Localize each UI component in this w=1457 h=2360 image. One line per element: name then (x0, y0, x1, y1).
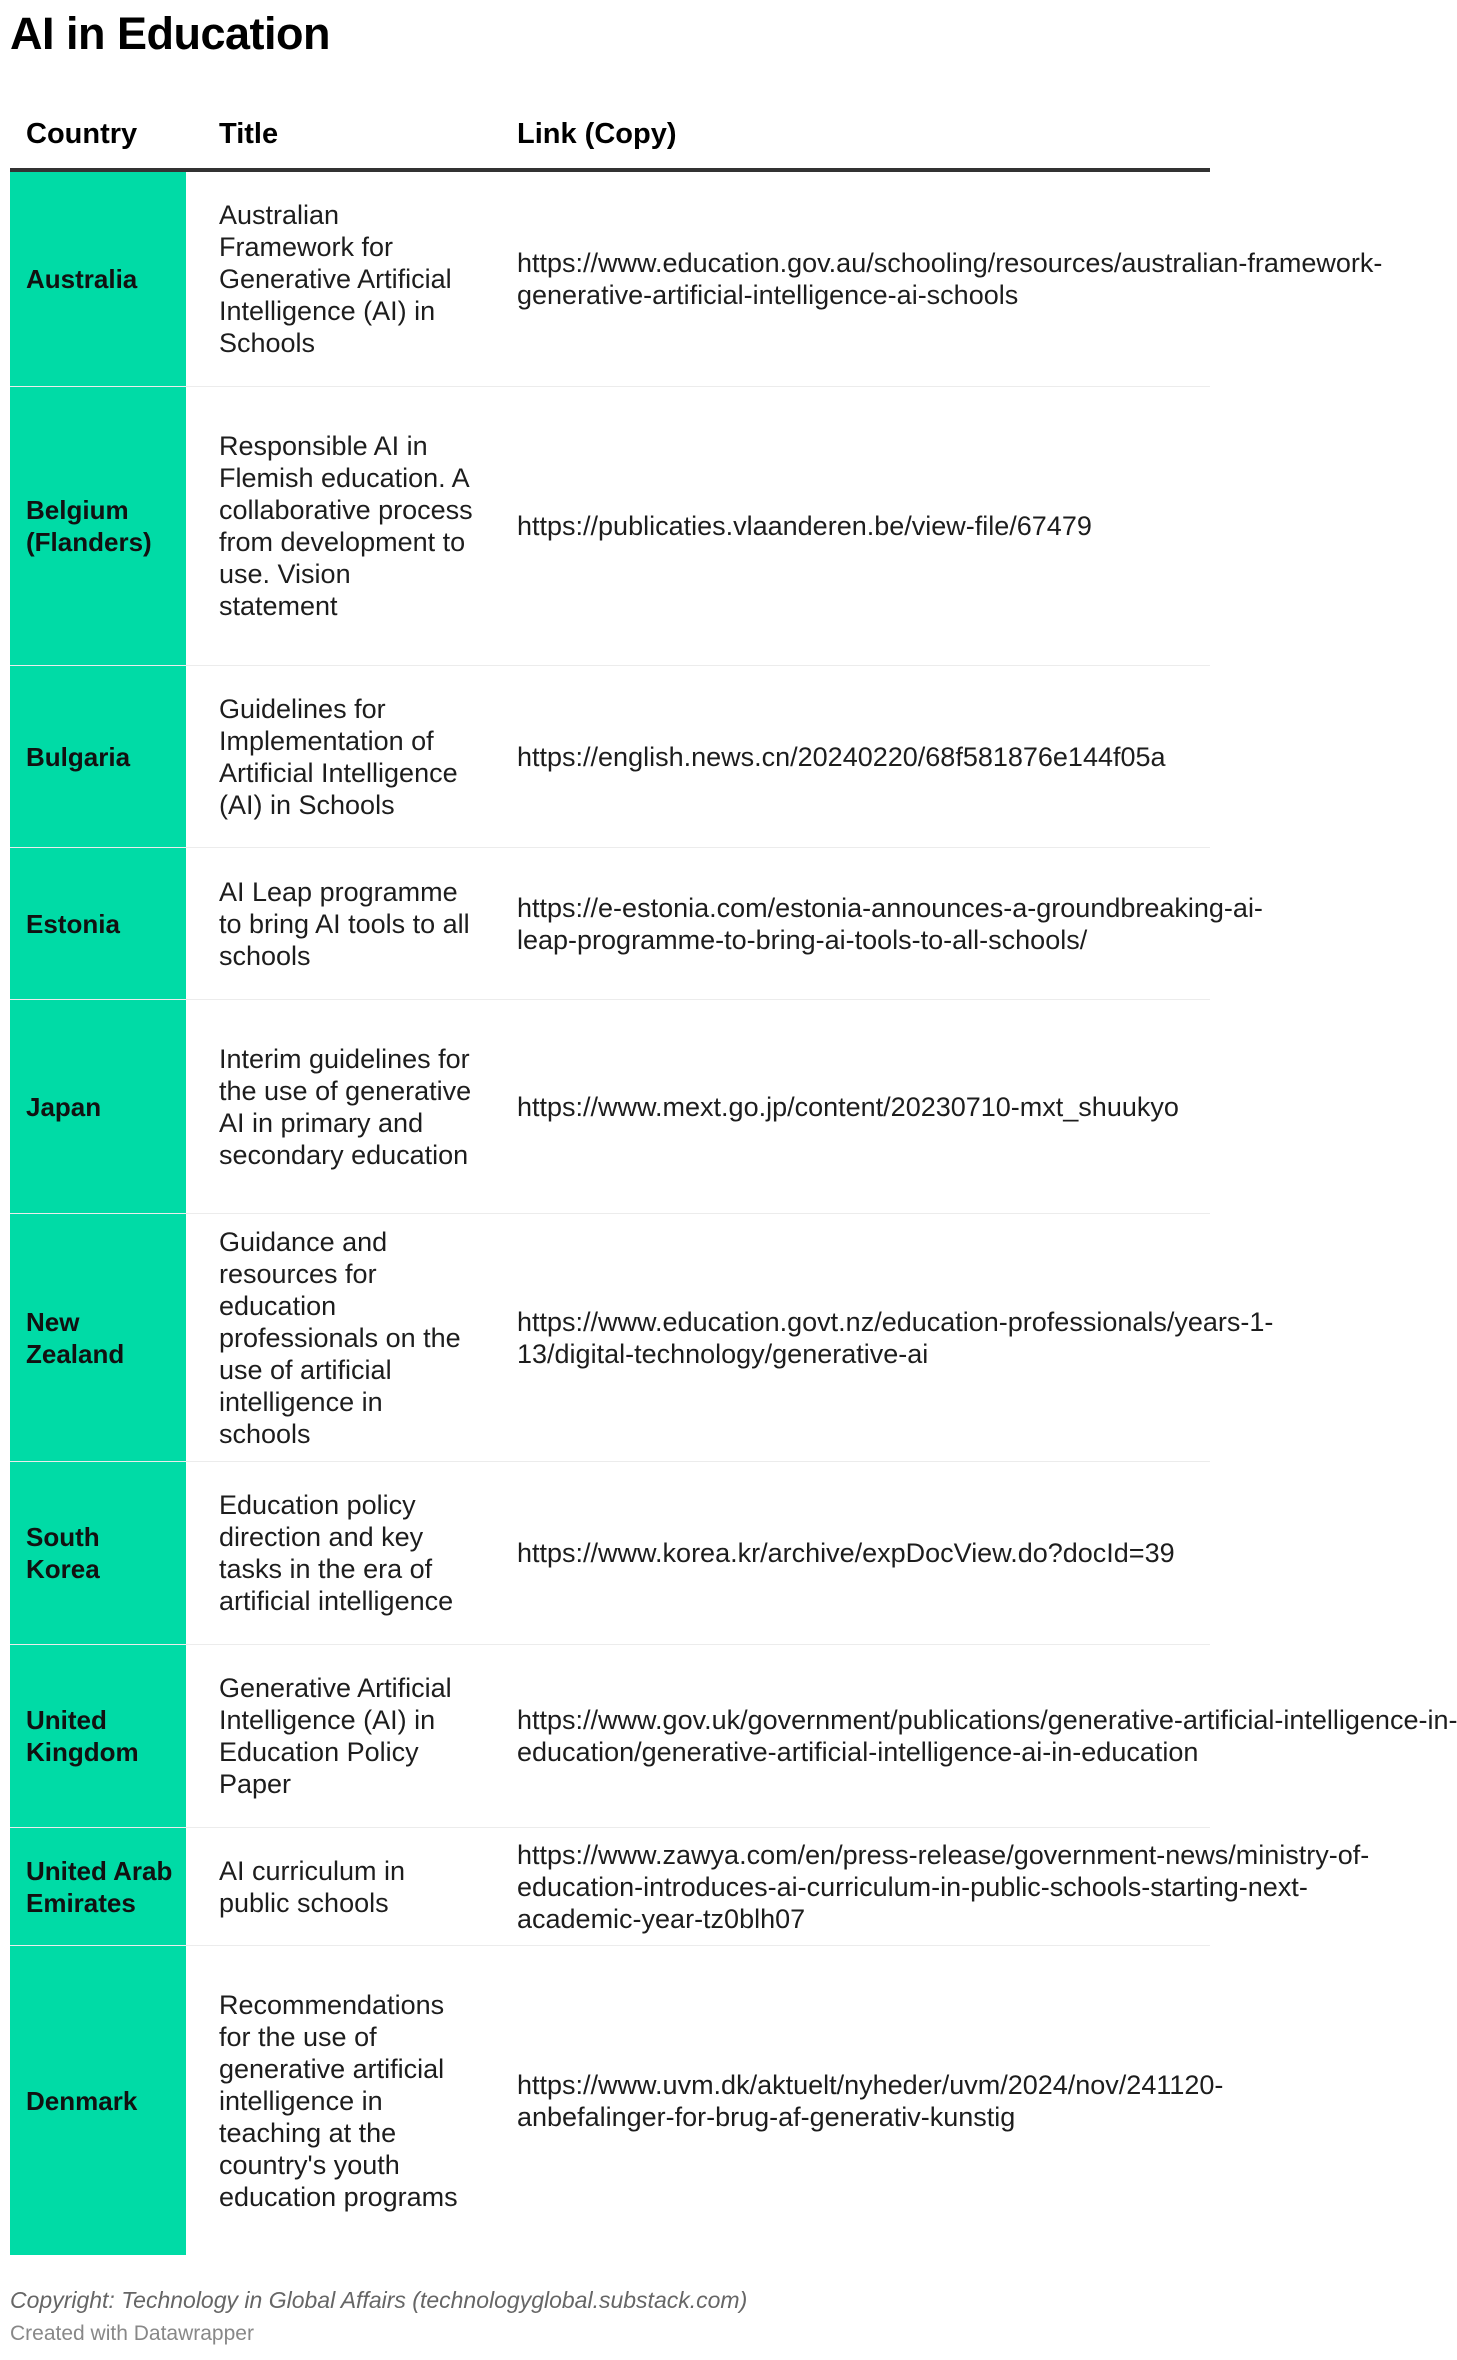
link-text[interactable]: https://www.mext.go.jp/content/20230710-mxt_shuukyo (517, 1091, 1179, 1122)
link-cell (484, 848, 1263, 999)
title-cell: Responsible AI in Flemish education. A collaborative process from development to use. Vision statement (219, 431, 473, 621)
link-text[interactable]: academic-year-tz0blh07 (517, 1903, 806, 1934)
footer (10, 2285, 747, 2349)
link-cell (484, 1828, 1369, 1945)
column-header-country[interactable]: Country (26, 118, 138, 150)
country-cell: United Kingdom (10, 1645, 186, 1827)
link-cell (484, 666, 1210, 847)
country-cell: Denmark (10, 1946, 186, 2255)
table-row (10, 1214, 1274, 1462)
link-text[interactable]: https://www.education.gov.au/schooling/resources/australian-framework- (517, 248, 1383, 278)
title-cell: Guidance and resources for education professionals on the use of artificial intelligence in schools (219, 1226, 461, 1449)
title-cell: Guidelines for Implementation of Artificial Intelligence (AI) in Schools (219, 693, 458, 820)
country-cell: Estonia (10, 848, 186, 999)
link-cell (484, 1214, 1273, 1461)
country-cell: United Arab Emirates (10, 1828, 186, 1945)
link-cell (484, 172, 1382, 386)
policy-table (10, 110, 1457, 2255)
table-header (10, 110, 1210, 172)
table-row (10, 1828, 1370, 1946)
link-cell (484, 1000, 1210, 1213)
column-header-link[interactable]: Link (Copy) (517, 118, 677, 150)
link-text[interactable]: leap-programme-to-bring-ai-tools-to-all-schools/ (517, 924, 1088, 955)
country-cell: Bulgaria (10, 666, 186, 847)
link-text[interactable]: https://www.gov.uk/government/publications/generative-artificial-intelligence-in- (517, 1705, 1457, 1735)
link-text[interactable]: https://publicaties.vlaanderen.be/view-file/67479 (517, 511, 1092, 541)
title-cell: AI Leap programme to bring AI tools to all schools (219, 876, 470, 971)
table-body (10, 172, 1457, 2255)
table-row (10, 848, 1263, 1000)
link-text[interactable]: https://www.education.govt.nz/education-professionals/years-1- (517, 1306, 1274, 1337)
link-cell (484, 1645, 1457, 1827)
table-row (10, 387, 1210, 666)
link-text[interactable]: https://www.zawya.com/en/press-release/government-news/ministry-of- (517, 1839, 1370, 1870)
table-row (10, 1462, 1210, 1645)
link-text[interactable]: https://e-estonia.com/estonia-announces-a-groundbreaking-ai- (517, 892, 1263, 923)
country-cell: Japan (10, 1000, 186, 1213)
country-cell: Belgium (Flanders) (10, 387, 186, 665)
table-row (10, 1946, 1224, 2255)
chart-title: AI in Education (10, 8, 331, 59)
link-text[interactable]: anbefalinger-for-brug-af-generativ-kunstig (517, 2101, 1016, 2132)
title-cell: Australian Framework for Generative Artificial Intelligence (AI) in Schools (219, 200, 452, 358)
country-cell: South Korea (10, 1462, 186, 1644)
table-row (10, 1000, 1210, 1214)
link-text[interactable]: https://www.uvm.dk/aktuelt/nyheder/uvm/2024/nov/241120- (517, 2069, 1224, 2100)
country-cell: New Zealand (10, 1214, 186, 1461)
copyright-note: Copyright: Technology in Global Affairs (technologyglobal.substack.com) (10, 2287, 748, 2313)
title-cell: Recommendations for the use of generative artificial intelligence in teaching at the country's youth education programs (219, 1989, 458, 2212)
column-header-title[interactable]: Title (219, 118, 279, 150)
title-cell: AI curriculum in public schools (219, 1855, 406, 1918)
link-text[interactable]: 13/digital-technology/generative-ai (517, 1338, 929, 1369)
link-text[interactable]: https://english.news.cn/20240220/68f581876e144f05a (517, 741, 1166, 772)
link-text[interactable]: https://www.korea.kr/archive/expDocView.do?docId=39 (517, 1538, 1175, 1568)
link-cell (484, 1462, 1210, 1644)
link-text[interactable]: education-introduces-ai-curriculum-in-public-schools-starting-next- (517, 1871, 1308, 1902)
table-row (10, 666, 1210, 848)
country-cell: Australia (10, 172, 186, 386)
link-cell (484, 1946, 1223, 2255)
datawrapper-credit[interactable]: Created with Datawrapper (10, 2322, 254, 2345)
link-cell (484, 387, 1210, 665)
title-cell: Education policy direction and key tasks in the era of artificial intelligence (219, 1490, 454, 1616)
title-cell: Generative Artificial Intelligence (AI) in Education Policy Paper (219, 1673, 452, 1799)
link-text[interactable]: generative-artificial-intelligence-ai-schools (517, 280, 1019, 310)
link-text[interactable]: education/generative-artificial-intelligence-ai-in-education (517, 1737, 1199, 1767)
table-row (10, 172, 1383, 387)
title-cell: Interim guidelines for the use of generative AI in primary and secondary education (219, 1043, 472, 1170)
table-row (10, 1645, 1457, 1828)
